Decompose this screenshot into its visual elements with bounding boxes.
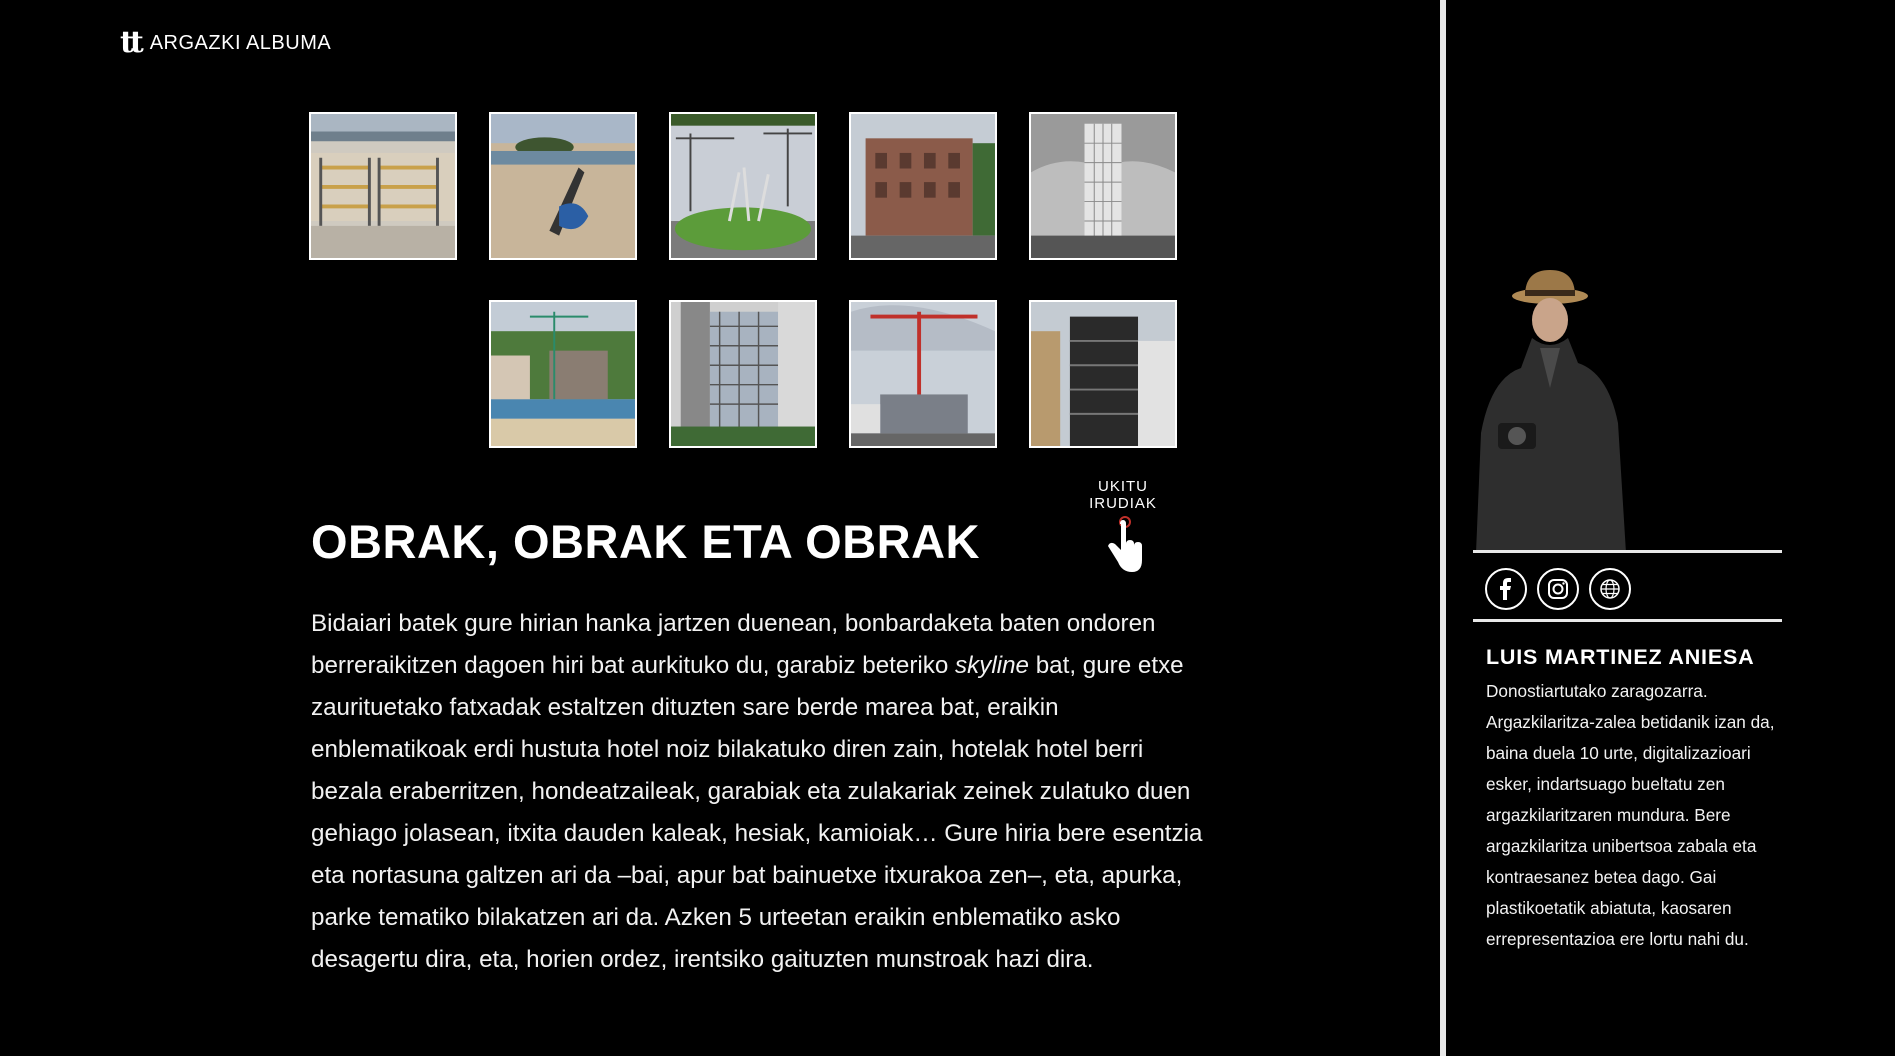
column-divider <box>1440 0 1446 1056</box>
touch-hint-label: UKITU IRUDIAK <box>1089 478 1157 512</box>
thumbnail-modern-building[interactable] <box>1029 300 1177 448</box>
author-name: LUIS MARTINEZ ANIESA <box>1486 645 1755 669</box>
article-body <box>311 603 1211 981</box>
facebook-link[interactable] <box>1485 568 1527 610</box>
globe-icon <box>1599 578 1621 600</box>
website-link[interactable] <box>1589 568 1631 610</box>
hand-pointer-icon <box>1101 516 1145 576</box>
article-title: OBRAK, OBRAK ETA OBRAK <box>311 515 980 568</box>
brand-logo: tt <box>120 25 140 60</box>
thumbnail-beachfront-crane[interactable] <box>489 300 637 448</box>
author-bio: Donostiartutako zaragozarra. Argazkilaritza-zalea betidanik izan da, baina duela 10 urte, digitalizazioari esker, indartsuago bueltatu zen argazkilaritzaren mundura. Bere argazkilaritza unibertsoa zabala eta kontraesanez betea dago. Gai plastikoetatik abiatuta, kaosaren errepresentazioa ere lortu nahi du. <box>1486 681 1775 949</box>
article-rest: bat, gure etxe zaurituetako fatxadak estaltzen dituzten sare berde marea bat, eraikin enblematikoak erdi hustuta hotel noiz bilakatuko diren zain, hotelak hotel berri bezala eraberritzen, hondeatzaileak, garabiak eta zulakariak zeinek zulatuko duen gehiago jolasean, itxita dauden kaleak, hesiak, kamioiak… Gure hiria bere esentzia eta nortasuna galtzen ari da –bai, apur bat bainuetxe itxurakoa zen–, eta, apurka, parke tematiko bilakatzen ari da. Azken 5 urteetan eraikin enblematiko asko desagertu dira, eta, horien ordez, irentsiko gaituzten munstroak hazi dira. <box>311 652 1203 973</box>
instagram-icon <box>1547 578 1569 600</box>
photo-tower <box>1031 114 1175 258</box>
photo-modern <box>1031 302 1175 446</box>
thumbnail-barriers-beach[interactable] <box>309 112 457 260</box>
photo-facade <box>671 302 815 446</box>
photo-barriers <box>311 114 455 258</box>
photo-building <box>851 114 995 258</box>
article-intro: Bidaiari batek gure hirian hanka jartzen duenean, bonbardaketa baten ondoren berreraikitzen dagoen hiri bat aurkituko du, garabiz beteriko <box>311 610 1156 679</box>
photo-crane <box>851 302 995 446</box>
photo-beachfront <box>491 302 635 446</box>
thumbnail-tower-scaffold[interactable] <box>1029 112 1177 260</box>
thumbnail-old-building[interactable] <box>849 112 997 260</box>
thumbnail-scaffold-facade[interactable] <box>669 300 817 448</box>
author-portrait <box>1470 268 1630 553</box>
thumbnail-red-crane[interactable] <box>849 300 997 448</box>
thumbnail-roundabout-cranes[interactable] <box>669 112 817 260</box>
instagram-link[interactable] <box>1537 568 1579 610</box>
social-links <box>1485 568 1631 610</box>
touch-hint <box>1063 478 1183 581</box>
photo-beach <box>491 114 635 258</box>
album-title: ARGAZKI ALBUMA <box>149 31 332 54</box>
article-italic-term: skyline <box>955 652 1029 679</box>
author-divider-bottom <box>1473 619 1782 622</box>
photo-gallery <box>309 112 1189 448</box>
header-brand <box>120 25 332 60</box>
author-divider-top <box>1473 550 1782 553</box>
photo-roundabout <box>671 114 815 258</box>
facebook-icon <box>1495 578 1517 600</box>
thumbnail-beach-sculpture[interactable] <box>489 112 637 260</box>
